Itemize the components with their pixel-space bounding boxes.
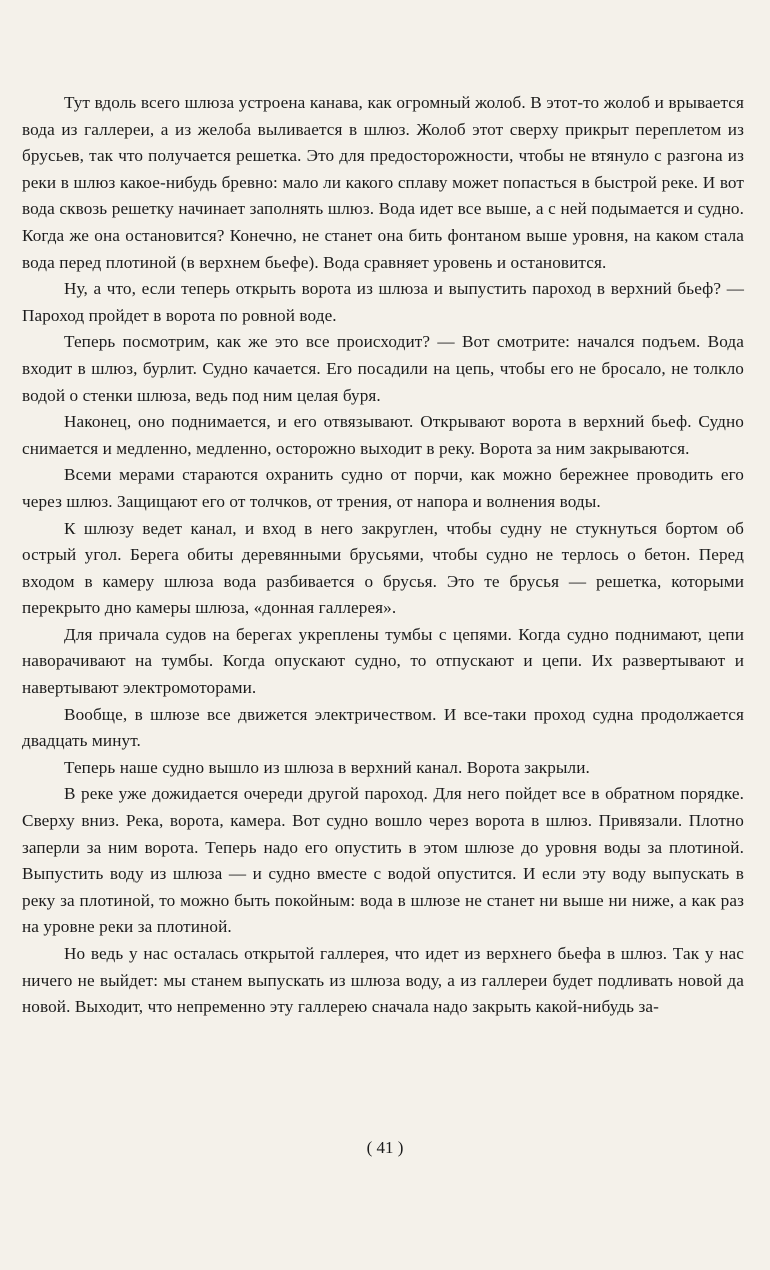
paragraph-7: Для причала судов на берегах укреплены тумбы с цепями. Когда судно поднимают, цепи наворачивают на тумбы. Когда опускают судно, то отпускают и цепи. Их развертывают и навертывают электромоторами. xyxy=(22,624,744,698)
page-number: ( 41 ) xyxy=(366,1138,404,1157)
paragraph-3: Теперь посмотрим, как же это все происходит? — Вот смотрите: начался подъем. Вода входит в шлюз, бурлит. Судно качается. Его посадили на цепь, чтобы его не бросало, не толкло водой о стенки шлюза, ведь под ним целая буря. xyxy=(22,332,744,405)
paragraph-2: Ну, а что, если теперь открыть ворота из шлюза и выпустить пароход в верхний бьеф? — Пароход пройдет в ворота по ровной воде. xyxy=(22,279,744,325)
paragraph-9: Теперь наше судно вышло из шлюза в верхний канал. Ворота закрыли. xyxy=(64,757,590,777)
paragraph-1: Тут вдоль всего шлюза устроена канава, как огромный жолоб. В этот-то жолоб и врывается вода из галлереи, а из желоба выливается в шлюз. Жолоб этот сверху прикрыт переплетом из брусьев, так что получается решетка. Это для предосторожности, чтобы не втянуло с разгона из реки в шлюз какое-нибудь бревно: мало ли какого сплаву может попасться в быстрой реке. И вот вода сквозь решетку начинает заполнять шлюз. Вода идет все выше, а с ней подымается и судно. Когда же она остановится? Конечно, не станет она бить фонтаном выше уровня, на каком стала вода перед плотиной (в верхнем бьефе). Вода сравняет уровень и остановится. xyxy=(22,93,744,272)
body-text xyxy=(22,90,744,1021)
paragraph-11: Но ведь у нас осталась открытой галлерея, что идет из верхнего бьефа в шлюз. Так у нас ничего не выйдет: мы станем выпускать из шлюза воду, а из галлереи будет подливать новой да новой. Выходит, что непременно эту галлерею сначала надо закрыть какой-нибудь за- xyxy=(22,944,744,1017)
paragraph-10: В реке уже дожидается очереди другой пароход. Для него пойдет все в обратном порядке. Сверху вниз. Река, ворота, камера. Вот судно вошло через ворота в шлюз. Привязали. Плотно заперли за ним ворота. Теперь надо его опустить в этом шлюзе до уровня воды за плотиной. Выпустить воду из шлюза — и судно вместе с водой опустится. И если эту воду выпускать в реку за плотиной, то можно быть покойным: вода в шлюзе не станет ни выше ни ниже, а как раз на уровне реки за плотиной. xyxy=(22,784,744,937)
paragraph-5: Всеми мерами стараются охранить судно от порчи, как можно бережнее проводить его через шлюз. Защищают его от толчков, от трения, от напора и волнения воды. xyxy=(22,465,744,511)
paragraph-6: К шлюзу ведет канал, и вход в него закруглен, чтобы судну не стукнуться бортом об острый угол. Берега обиты деревянными брусьями, чтобы судно не терлось о бетон. Перед входом в камеру шлюза вода разбивается о брусья. Это те брусья — решетка, которыми перекрыто дно камеры шлюза, «донная галлерея». xyxy=(22,518,744,618)
paragraph-4: Наконец, оно поднимается, и его отвязывают. Открывают ворота в верхний бьеф. Судно снимается и медленно, медленно, осторожно выходит в реку. Ворота за ним закрываются. xyxy=(22,412,744,458)
paragraph-8: Вообще, в шлюзе все движется электричеством. И все-таки проход судна продолжается двадцать минут. xyxy=(22,704,744,751)
